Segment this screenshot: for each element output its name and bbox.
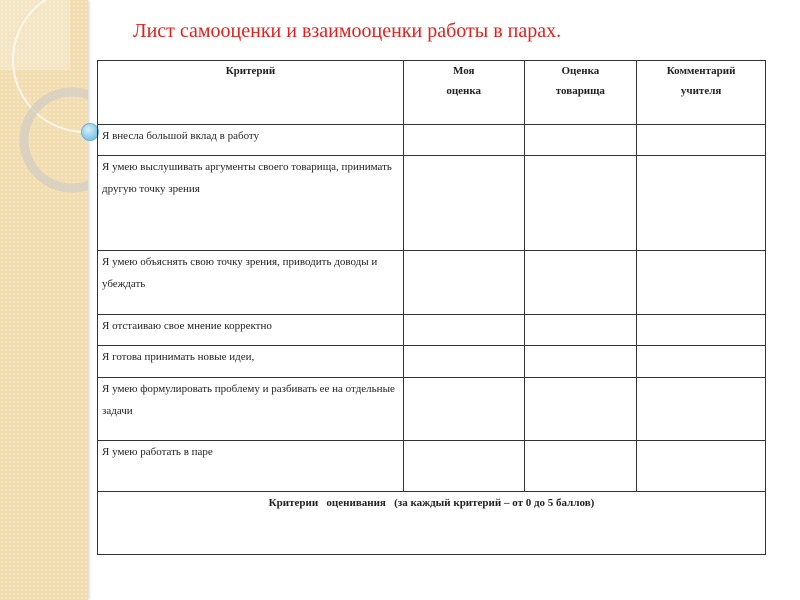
my-score-cell[interactable] [403, 315, 524, 346]
peer-score-cell[interactable] [524, 378, 637, 441]
my-score-cell[interactable] [403, 156, 524, 251]
header-peer-score: Оценка товарища [524, 61, 637, 125]
peer-score-cell[interactable] [524, 315, 637, 346]
grading-criteria-note: Критерии оценивания (за каждый критерий – от 0 до 5 баллов) [98, 492, 766, 555]
my-score-cell[interactable] [403, 378, 524, 441]
teacher-comment-cell[interactable] [637, 251, 766, 315]
page-title: Лист самооценки и взаимооценки работы в парах. [133, 20, 562, 42]
table-row [98, 346, 766, 378]
criterion-cell: Я умею формулировать проблему и разбивать ее на отдельные задачи [98, 378, 404, 441]
teacher-comment-cell[interactable] [637, 378, 766, 441]
table-row [98, 315, 766, 346]
teacher-comment-cell[interactable] [637, 441, 766, 492]
table-row [98, 125, 766, 156]
footer-row [98, 492, 766, 555]
header-teacher-comment: Комментарий учителя [637, 61, 766, 125]
peer-score-cell[interactable] [524, 441, 637, 492]
my-score-cell[interactable] [403, 125, 524, 156]
teacher-comment-cell[interactable] [637, 315, 766, 346]
table-row [98, 378, 766, 441]
criterion-cell: Я готова принимать новые идеи, [98, 346, 404, 378]
teacher-comment-cell[interactable] [637, 346, 766, 378]
header-criterion: Критерий [98, 61, 404, 125]
table-row [98, 441, 766, 492]
criterion-cell: Я умею работать в паре [98, 441, 404, 492]
header-row [98, 61, 766, 125]
criterion-cell: Я умею объяснять свою точку зрения, приводить доводы и убеждать [98, 251, 404, 315]
peer-score-cell[interactable] [524, 156, 637, 251]
decorative-sidebar [0, 0, 88, 600]
assessment-table [97, 60, 766, 555]
table-row [98, 251, 766, 315]
table-row [98, 156, 766, 251]
teacher-comment-cell[interactable] [637, 156, 766, 251]
my-score-cell[interactable] [403, 346, 524, 378]
my-score-cell[interactable] [403, 441, 524, 492]
peer-score-cell[interactable] [524, 125, 637, 156]
criterion-cell: Я отстаиваю свое мнение корректно [98, 315, 404, 346]
criterion-cell: Я внесла большой вклад в работу [98, 125, 404, 156]
peer-score-cell[interactable] [524, 251, 637, 315]
peer-score-cell[interactable] [524, 346, 637, 378]
teacher-comment-cell[interactable] [637, 125, 766, 156]
decorative-circles-icon [0, 0, 88, 600]
my-score-cell[interactable] [403, 251, 524, 315]
criterion-cell: Я умею выслушивать аргументы своего товарища, принимать другую точку зрения [98, 156, 404, 251]
header-my-score: Моя оценка [403, 61, 524, 125]
